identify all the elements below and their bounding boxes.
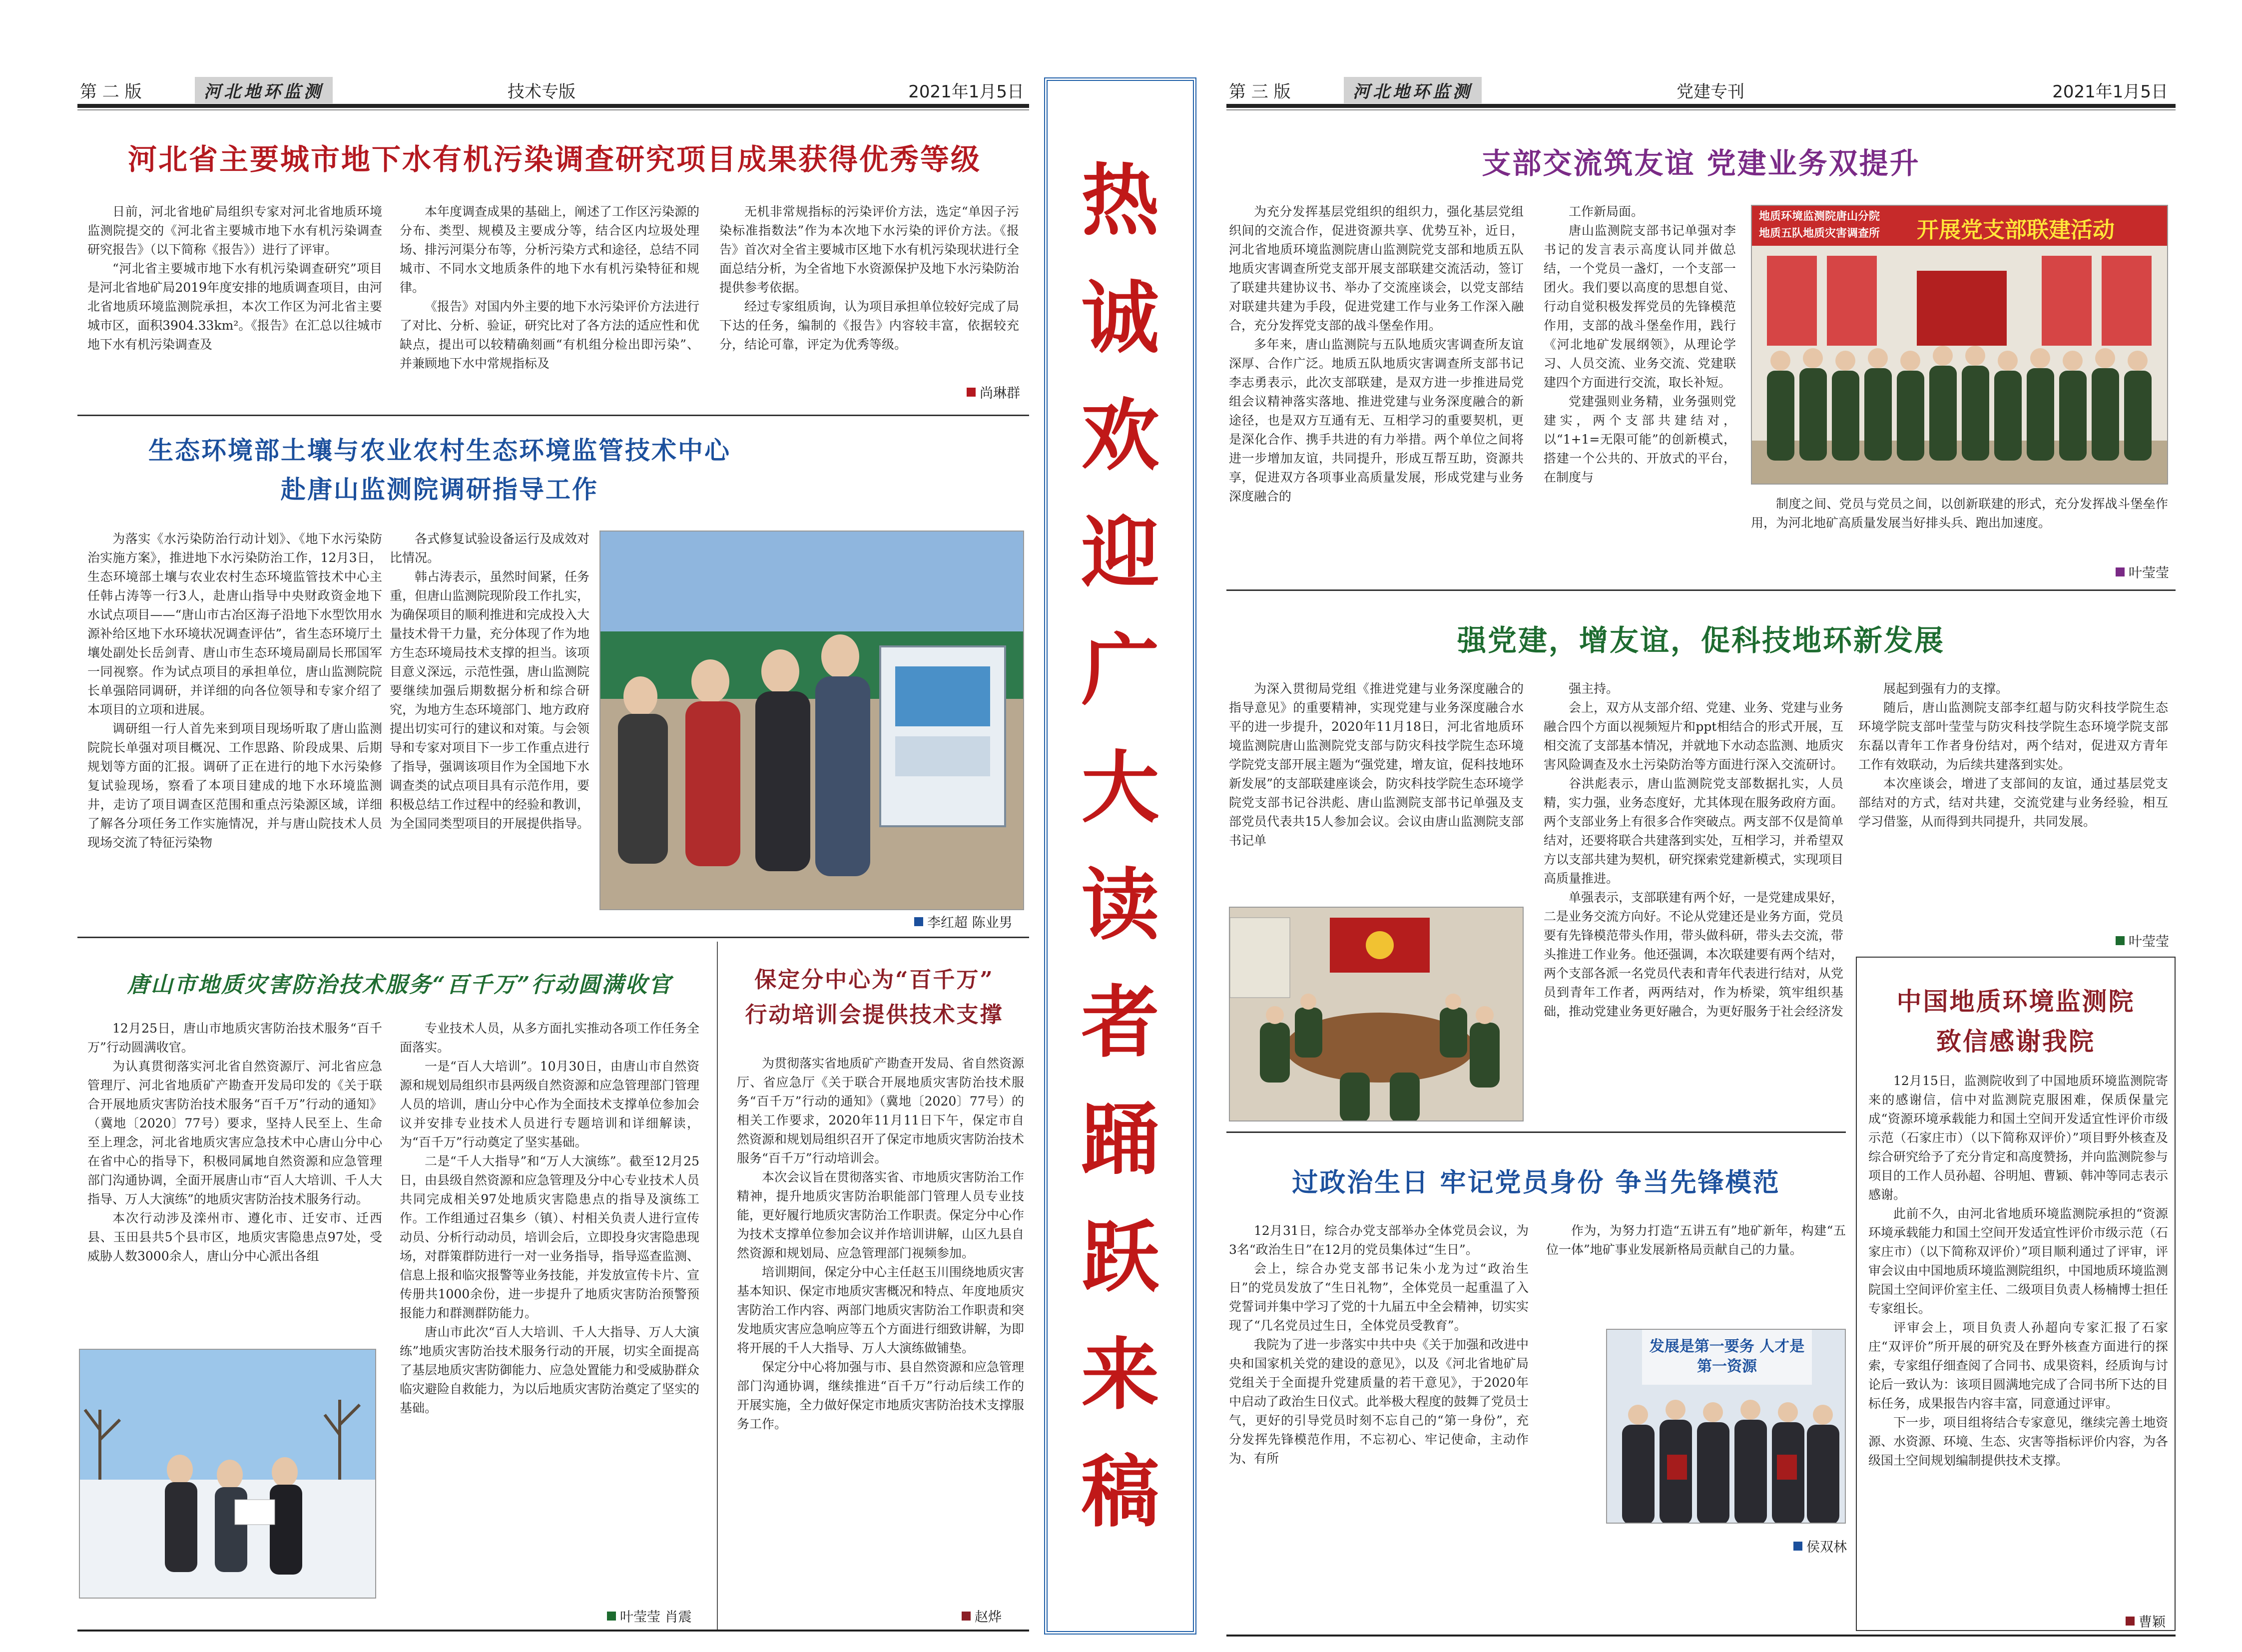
paragraph: 无机非常规指标的污染评价方法，选定“单因子污染标准指数法”作为本次地下水污染的评价方法。《报告》首次对全省主要城市区地下水有机污染现状进行全面总结分析，为全省地下水资源保护及地下水污染防治提供参考依据。 <box>719 204 1019 295</box>
paragraph: 谷洪彪表示，唐山监测院党支部数据扎实，人员精，实力强，业务态度好，尤其体现在服务政府方面。两个支部业务上有很多合作突破点。两支部不仅是简单结对，还要将联合共建落到实处，互相学习，并希望双方以支部共建为契机，研究探索党建新模式，实现项目高质量推进。 <box>1544 776 1843 886</box>
left-article2-col2 <box>390 530 589 924</box>
left-article2-photo <box>599 531 1024 910</box>
center-slogan-box <box>1044 77 1196 1635</box>
right-masthead: 河北地环监测 <box>1344 77 1482 103</box>
paragraph: 为贯彻落实省地质矿产勘查开发局、省自然资源厅、省应急厅《关于联合开展地质灾害防治技术服务“百千万”行动的通知》（冀地〔2020〕77号）的相关工作要求，2020年11月11日下午，保定市自然资源和规划局组织召开了保定市地质灾害防治技术服务“百千万”行动培训会。 <box>737 1056 1024 1165</box>
left-article4-col <box>737 1054 1024 1594</box>
right-header-rule-thin <box>1226 109 2176 110</box>
slogan-char: 稿 <box>1081 1446 1159 1538</box>
paragraph: 我院为了进一步落实中共中央《关于加强和改进中央和国家机关党的建设的意见》，以及《河北省地矿局党组关于全面提升党建质量的若干意见》，于2020年中启动了政治生日仪式。此举极大程度的鼓舞了党员士气，更好的引导党员时刻不忘自己的“第一身份”，充分发挥先锋模范作用，不忘初心、牢记使命，主动作为、有所 <box>1229 1337 1529 1466</box>
right-article3-col1 <box>1229 1221 1529 1596</box>
byline-author: 曹颖 <box>2139 1615 2166 1630</box>
paragraph: 多年来，唐山监测院与五队地质灾害调查所友谊深厚、合作广泛。地质五队地质灾害调查所支部书记李志勇表示，此次支部联建，是双方进一步推进局党组会议精神落实落地、推进党建与业务深度融合的新途径，也是双方互通有无、互相学习的重要契机，更是深化合作、携手共进的有力举措。两个单位之间将进一步增加友谊，共同提升，形成互帮互助，资源共享，促进双方各项事业高质量发展，形成党建与业务深度融合的 <box>1229 337 1524 504</box>
right-article2-photo <box>1229 907 1524 1121</box>
byline-author: 叶莹莹 肖震 <box>620 1610 692 1625</box>
paragraph: 展起到强有力的支撑。 <box>1883 681 2009 696</box>
slogan-char: 跃 <box>1081 1211 1159 1303</box>
byline-author: 李红超 陈业男 <box>927 915 1013 931</box>
right-article2-col1 <box>1229 679 1524 889</box>
right-article1-photo <box>1751 205 2168 485</box>
right-divider-2 <box>1226 1131 1846 1133</box>
paragraph: 会上，综合办党支部书记朱小龙为过“政治生日”的党员发放了“生日礼物”，全体党员一起重温了入党誓词并集中学习了党的十九届五中全会精神，切实实现了“几名党员过生日，全体党员受教育”。 <box>1229 1261 1529 1333</box>
right-article4-title-line2: 致信感谢我院 <box>1936 1027 2095 1056</box>
snow-field-photo <box>80 1350 376 1599</box>
paragraph: 为充分发挥基层党组织的组织力，强化基层党组织间的交流合作，促进资源共享、优势互补，近日，河北省地质环境监测院唐山监测院党支部和地质五队地质灾害调查所党支部开展支部联建交流活动，签订了联建共建协议书、举办了交流座谈会，以党支部结对联建共建为手段，促进党建工作与业务工作深入融合，充分发挥党支部的战斗堡垒作用。 <box>1229 204 1524 333</box>
paragraph: 调研组一行人首先来到项目现场听取了唐山监测院院长单强对项目概况、工作思路、阶段成果、后期规划等方面的汇报。调研了正在进行的地下水污染修复试验现场，察看了本项目建成的地下水环境监测井，走访了项目调查区范围和重点污染源区域，详细了解各分项任务工作实施情况，并与唐山院技术人员现场交流了特征污染物 <box>87 721 382 850</box>
right-page-header <box>1229 76 2168 104</box>
right-header-rule <box>1226 104 2176 108</box>
right-article3-photo <box>1606 1329 1846 1524</box>
left-page-number: 第 二 版 <box>80 81 142 102</box>
paragraph: 为落实《水污染防治行动计划》、《地下水污染防治实施方案》，推进地下水污染防治工作，12月3日，生态环境部土壤与农业农村生态环境监管技术中心主任韩占涛等一行3人，赴唐山指导中央财政资金地下水试点项目——“唐山市古冶区海子沿地下水型饮用水源补给区地下水环境状况调查评估”，省生态环境厅土壤处副处长岳剑青、唐山市生态环境局副局长邢国军一同视察。作为试点项目的承担单位，唐山监测院院长单强陪同调研，并详细的向各位领导和专家介绍了本项目的立项和进展。 <box>87 532 382 717</box>
paragraph: 评审会上，项目负责人孙超向专家汇报了石家庄“双评价”所开展的研究及在野外核查方面进行的探索，专家组仔细查阅了合同书、成果资料，经质询与讨论后一致认为：该项目圆满地完成了合同书所下达的目标任务，成果报告内容丰富，同意通过评审。 <box>1868 1320 2168 1411</box>
left-page-header <box>80 76 1024 104</box>
paragraph: 培训期间，保定分中心主任赵玉川围绕地质灾害基本知识、保定市地质灾害概况和特点、年度地质灾害防治工作内容、两部门地质灾害防治工作职责和突发地质灾害应急响应等五个方面进行细致讲解，为即将开展的千人大指导、万人大演练做铺垫。 <box>737 1265 1024 1355</box>
left-article3-byline <box>607 1606 692 1626</box>
photo-banner-main: 开展党支部联建活动 <box>1917 217 2115 243</box>
byline-marker-icon <box>962 1612 971 1621</box>
left-article4-title-line1: 保定分中心为“百千万” <box>754 967 994 993</box>
byline-marker-icon <box>2126 1617 2135 1626</box>
left-header-rule <box>77 104 1029 108</box>
right-article2-col2 <box>1544 679 1843 1129</box>
right-date: 2021年1月5日 <box>2052 81 2168 102</box>
byline-marker-icon <box>914 917 923 926</box>
paragraph: 12月31日，综合办党支部举办全体党员会议，为3名“政治生日”在12月的党员集体过“生日”。 <box>1229 1223 1529 1257</box>
slogan-char: 读 <box>1081 859 1159 951</box>
left-vertical-divider <box>717 942 718 1631</box>
paragraph: 12月25日，唐山市地质灾害防治技术服务“百千万”行动圆满收官。 <box>87 1021 382 1055</box>
right-article4-title-line1: 中国地质环境监测院 <box>1896 987 2135 1016</box>
right-divider-1 <box>1226 589 2176 591</box>
byline-author: 尚琳群 <box>980 386 1020 401</box>
left-article1-title: 河北省主要城市地下水有机污染调查研究项目成果获得优秀等级 <box>127 142 981 176</box>
field-inspection-photo <box>600 532 1024 910</box>
slogan-char: 大 <box>1081 742 1159 833</box>
meeting-room-photo <box>1230 908 1524 1121</box>
left-divider-2 <box>77 937 1029 938</box>
paragraph: 唐山市此次“百人大培训、千人大指导、万人大演练”地质灾害防治技术服务行动的开展，切实全面提高了基层地质灾害防御能力、应急处置能力和受威胁群众临灾避险自救能力，为以后地质灾害防治奠定了坚实的基础。 <box>400 1325 699 1415</box>
paragraph: 下一步，项目组将结合专家意见，继续完善土地资源、水资源、环境、生态、灾害等指标评价内容，为各级国土空间规划编制提供技术支撑。 <box>1868 1415 2168 1468</box>
paragraph: 12月15日，监测院收到了中国地质环境监测院寄来的感谢信，信中对监测院克服困难，保质保量完成“资源环境承载能力和国土空间开发适宜性评价市级示范（石家庄市）（以下简称双评价）”项目野外核查及综合研究给予了充分肯定和高度赞扬，并向监测院参与项目的工作人员孙超、谷明旭、曹颖、韩冲等同志表示感谢。 <box>1868 1074 2168 1202</box>
left-article4-byline <box>962 1606 1002 1626</box>
slogan-char: 迎 <box>1081 507 1159 598</box>
paragraph: 为认真贯彻落实河北省自然资源厅、河北省应急管理厅、河北省地质矿产勘查开发局印发的《关于联合开展地质灾害防治技术服务“百千万”行动的通知》（冀地〔2020〕77号）要求，坚持人民至上、生命至上理念，河北省地质灾害应急技术中心唐山分中心在省中心的指导下，积极同属地自然资源和应急管理部门沟通协调，全面开展唐山市“百人大培训、千人大指导、万人大演练”的地质灾害防治技术服务行动。 <box>87 1059 382 1206</box>
left-article3-title: 唐山市地质灾害防治技术服务“百千万”行动圆满收官 <box>127 972 672 998</box>
right-article1-col3 <box>1751 495 2168 554</box>
paragraph: 本年度调查成果的基础上，阐述了工作区污染源的分布、类型、规模及主要成分等，结合区内垃圾处理场、排污河渠分布等，分析污染方式和途径，总结不同城市、不同水文地质条件的地下水有机污染特征和规律。 <box>400 204 699 295</box>
paragraph: 随后，唐山监测院支部李红超与防灾科技学院生态环境学院支部叶莹莹与防灾科技学院生态环境学院支部东磊以青年工作者身份结对，两个结对，促进双方青年工作有效联动，为后续共建落到实处。 <box>1858 700 2168 772</box>
paragraph: 经过专家组质询，认为项目承担单位较好完成了局下达的任务，编制的《报告》内容较丰富，依据较充分，结论可靠，评定为优秀等级。 <box>719 299 1019 352</box>
left-divider-1 <box>77 415 1029 416</box>
paragraph: 一是“百人大培训”。10月30日，由唐山市自然资源和规划局组织市县两级自然资源和应急管理部门管理人员的培训，唐山分中心作为全面技术支撑单位参加会议并安排专业技术人员进行专题培训和详细解读，为“百千万”行动奠定了坚实基础。 <box>400 1059 699 1149</box>
photo-wall-slogan: 发展是第一要务 人才是第一资源 <box>1649 1338 1805 1375</box>
byline-author: 叶莹莹 <box>2129 934 2169 950</box>
right-article3-col2 <box>1546 1221 1846 1296</box>
right-article4-byline <box>2126 1611 2166 1631</box>
byline-author: 侯双林 <box>1806 1540 1847 1555</box>
byline-marker-icon <box>2116 567 2125 576</box>
right-article1-byline <box>2116 562 2169 581</box>
left-section-name: 技术专版 <box>508 81 575 102</box>
right-article2-title: 强党建，增友谊，促科技地环新发展 <box>1457 623 1945 657</box>
left-article2-col1 <box>87 530 382 924</box>
paragraph: 本次座谈会，增进了支部间的友谊，通过基层党支部结对的方式，结对共建，交流党建与业务经验，相互学习借鉴，从而得到共同提升，共同发展。 <box>1858 776 2168 829</box>
left-article3-photo <box>79 1349 376 1599</box>
paragraph: 本次会议旨在贯彻落实省、市地质灾害防治工作精神，提升地质灾害防治职能部门管理人员专业技能，更好履行地质灾害防治工作职责。保定分中心作为技术支撑单位参加会议并作培训讲解，山区九县自然资源和规划局、应急管理部门视频参加。 <box>737 1170 1024 1260</box>
paragraph: 唐山监测院支部书记单强对李书记的发言表示高度认同并做总结，一个党员一盏灯，一个支部一团火。我们要以高度的思想自觉、行动自觉积极发挥党员的先锋模范作用，支部的战斗堡垒作用，践行《河北地矿发展纲领》，从理论学习、人员交流、业务交流、党建联建四个方面进行交流，取长补短。 <box>1544 223 1736 390</box>
right-article4-col <box>1868 1072 2168 1611</box>
left-article1-col1 <box>87 202 382 407</box>
right-article3-byline <box>1793 1536 1847 1556</box>
left-article2-title-line2: 赴唐山监测院调研指导工作 <box>281 475 598 504</box>
byline-author: 赵烨 <box>975 1610 1002 1625</box>
byline-marker-icon <box>1793 1542 1802 1551</box>
paragraph: 专业技术人员，从多方面扎实推动各项工作任务全面落实。 <box>400 1021 699 1055</box>
right-article3-title: 过政治生日 牢记党员身份 争当先锋模范 <box>1292 1167 1780 1198</box>
paragraph: 作为，为努力打造“五讲五有”地矿新年，构建“五位一体”地矿事业发展新格局贡献自己的力量。 <box>1546 1223 1846 1257</box>
right-article1-col2 <box>1544 202 1736 592</box>
left-article1-col2 <box>400 202 699 407</box>
left-header-rule-thin <box>77 109 1029 110</box>
right-article1-title: 支部交流筑友谊 党建业务双提升 <box>1482 146 1920 180</box>
left-date: 2021年1月5日 <box>908 81 1024 102</box>
paragraph: 保定分中心将加强与市、县自然资源和应急管理部门沟通协调，继续推进“百千万”行动后续工作的开展实施，全力做好保定市地质灾害防治技术支撑服务工作。 <box>737 1360 1024 1431</box>
slogan-char: 来 <box>1081 1329 1159 1420</box>
right-footer-rule <box>1226 1635 2176 1637</box>
right-page-number: 第 三 版 <box>1229 81 1291 102</box>
photo-banner-line2: 地质五队地质灾害调查所 <box>1759 227 1880 240</box>
paragraph: 此前不久，由河北省地质环境监测院承担的“资源环境承载能力和国土空间开发适宜性评价市级示范（石家庄市）（以下简称双评价）”项目顺利通过了评审，评审会议由中国地质环境监测院组织，中国地质环境监测院国土空间评价室主任、二级项目负责人杨楠博士担任专家组长。 <box>1868 1206 2168 1316</box>
slogan-char: 诚 <box>1081 272 1159 364</box>
slogan-char: 热 <box>1081 155 1159 246</box>
left-article3-col1 <box>87 1019 382 1334</box>
paragraph: 为深入贯彻局党组《推进党建与业务深度融合的指导意见》的重要精神，实现党建与业务深度融合水平的进一步提升，2020年11月18日，河北省地质环境监测院唐山监测院党支部与防灾科技学院生态环境学院党支部开展主题为“强党建，增友谊，促科技地环新发展”的支部联建座谈会，防灾科技学院生态环境学院党支部书记谷洪彪、唐山监测院支部书记单强及支部党员代表共15人参加会议。会议由唐山监测院支部书记单 <box>1229 681 1524 848</box>
slogan-char: 欢 <box>1081 390 1159 481</box>
left-masthead: 河北地环监测 <box>195 77 333 103</box>
right-section-name: 党建专刊 <box>1677 81 1744 102</box>
left-article3-col2 <box>400 1019 699 1544</box>
right-article1-col1 <box>1229 202 1524 592</box>
slogan-char: 者 <box>1081 977 1159 1068</box>
left-article1-byline <box>967 382 1020 402</box>
slogan-char: 广 <box>1081 624 1159 716</box>
left-article1-col3 <box>719 202 1019 387</box>
byline-marker-icon <box>2116 936 2125 945</box>
right-article2-byline <box>2116 931 2169 950</box>
paragraph: 强主持。 <box>1569 681 1619 696</box>
group-photo <box>1752 206 2168 485</box>
left-article4-title-line2: 行动培训会提供技术支撑 <box>745 1002 1004 1028</box>
byline-marker-icon <box>607 1612 616 1621</box>
left-footer-rule <box>77 1630 1029 1632</box>
paragraph: 韩占涛表示，虽然时间紧，任务重，但唐山监测院现阶段工作扎实，为确保项目的顺利推进和完成投入大量技术骨干力量，充分体现了作为地方生态环境局技术支撑的担当。该项目意义深远，示范性强，唐山监测院要继续加强后期数据分析和综合研究，为地方生态环境部门、地方政府提出切实可行的建议和对策。与会领导和专家对项目下一步工作重点进行了指导，强调该项目作为全国地下水调查类的试点项目具有示范作用，要积极总结工作过程中的经验和教训，为全国同类型项目的开展提供指导。 <box>390 569 589 831</box>
paragraph: 本次行动涉及滦州市、遵化市、迁安市、迁西县、玉田县共5个县市区，地质灾害隐患点97处，受威胁人数3000余人，唐山分中心派出各组 <box>87 1211 382 1263</box>
paragraph: 党建强则业务精，业务强则党建实，两个支部共建结对，以“1+1=无限可能”的创新模式，搭建一个公共的、开放式的平台，在制度与 <box>1544 394 1736 485</box>
paragraph: 《报告》对国内外主要的地下水污染评价方法进行了对比、分析、验证，研究比对了各方法的适应性和优缺点，提出可以较精确刻画“有机组分检出即污染”、并兼顾地下水中常规指标及 <box>400 299 699 371</box>
slogan-char: 踊 <box>1081 1094 1159 1185</box>
left-article2-title-line1: 生态环境部土壤与农业农村生态环境监管技术中心 <box>148 436 731 465</box>
paragraph: 二是“千人大指导”和“万人大演练”。截至12月25日，由县级自然资源和应急管理及分中心专业技术人员共同完成相关97处地质灾害隐患点的指导及演练工作。工作组通过召集乡（镇）、村相关负责人进行宣传动员、分析行动动员，培训会后，立即投身灾害隐患现场，对群策群防进行一对一业务指导，指导巡查监测、信息上报和临灾报警等业务技能，并发放宣传卡片、宣传册共1000余份，进一步提升了地质灾害防治预警预报能力和群测群防能力。 <box>400 1154 699 1320</box>
paragraph: 日前，河北省地矿局组织专家对河北省地质环境监测院提交的《河北省主要城市地下水有机污染调查研究报告》（以下简称《报告》）进行了评审。 <box>87 204 382 257</box>
paragraph: 会上，双方从支部介绍、党建、业务、党建与业务融合四个方面以视频短片和ppt相结合的形式开展，互相交流了支部基本情况，并就地下水动态监测、地质灾害风险调查及水土污染防治等方面进行深入交流研讨。 <box>1544 700 1843 772</box>
paragraph: 工作新局面。 <box>1569 204 1644 219</box>
byline-marker-icon <box>967 388 976 397</box>
left-article2-byline <box>914 912 1013 931</box>
paragraph: 制度之间、党员与党员之间，以创新联建的形式，充分发挥战斗堡垒作用，为河北地矿高质量发展当好排头兵、跑出加速度。 <box>1751 497 2168 530</box>
photo-banner-line1: 地质环境监测院唐山分院 <box>1759 210 1880 223</box>
byline-author: 叶莹莹 <box>2129 565 2169 581</box>
right-article2-col3 <box>1858 679 2168 929</box>
paragraph: 各式修复试验设备运行及成效对比情况。 <box>390 532 589 565</box>
paragraph: 单强表示，支部联建有两个好，一是党建成果好，二是业务交流方向好。不论从党建还是业务方面，党员要有先锋模范带头作用，带头做科研，带头去交流，带头推进工作业务。他还强调，本次联建要有两个结对，两个支部各派一名党员代表和青年代表进行结对，从党员到青年工作者，两两结对，作为桥梁，筑牢组织基础，推动党建业务更好融合，为更好服务于社会经济发 <box>1544 890 1843 1019</box>
paragraph: “河北省主要城市地下水有机污染调查研究”项目是河北省地矿局2019年度安排的地质调查项目，由河北省地质环境监测院承担，本次工作区为河北省主要城市区，面积3904.33km²。《报告》在汇总以往城市地下水有机污染调查及 <box>87 261 382 352</box>
